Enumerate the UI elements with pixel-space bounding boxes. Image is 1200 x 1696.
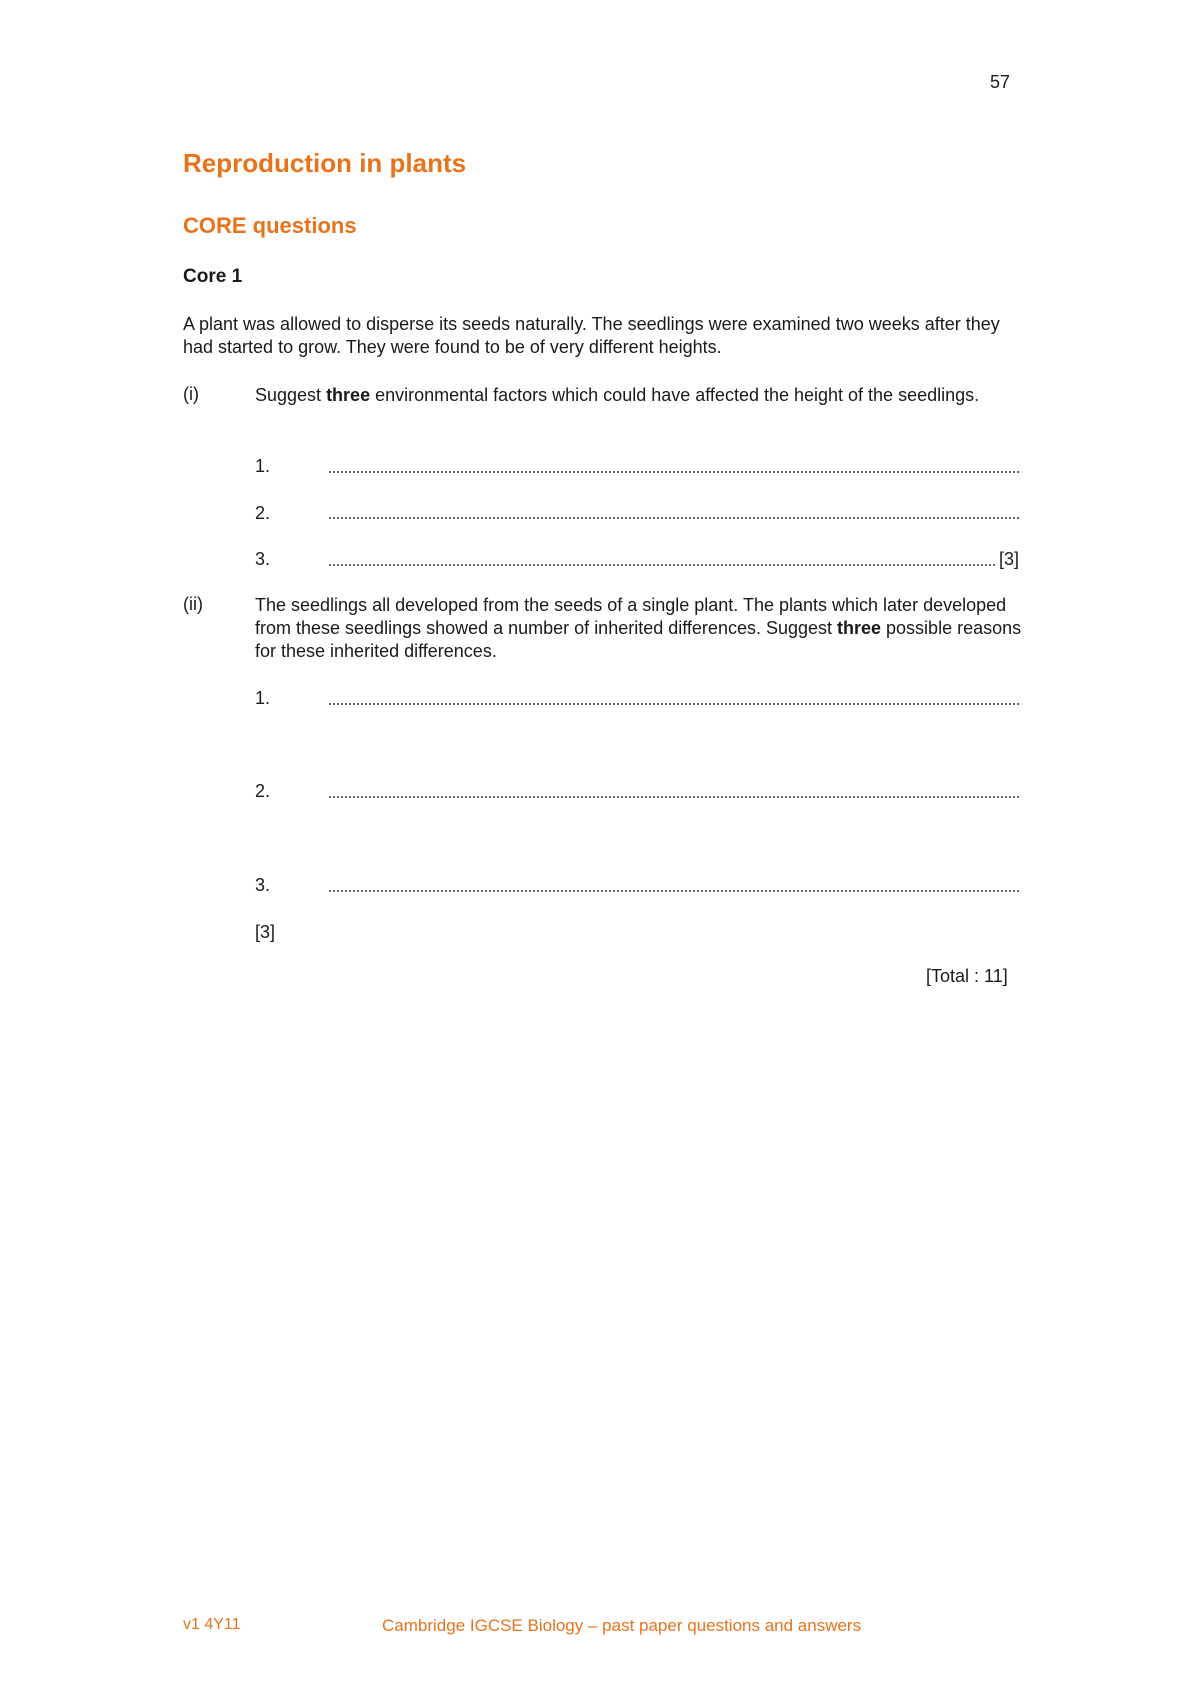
part-ii-label: (ii) [183,594,203,614]
part-ii-text-before: The seedlings all developed from the seeds of a single plant. The plants which later developed from these seedlings showed a number of inherited differences. Suggest [255,595,1007,638]
part-i-bold: three [326,385,371,405]
part-i-answer-line-2[interactable] [328,517,1020,519]
part-i-label: (i) [183,384,199,404]
part-ii-answer-number: 1. [255,688,271,708]
part-i-answer-line-1[interactable] [328,471,1020,473]
part-i-text-after: environmental factors which could have affected the height of the seedlings. [370,385,980,405]
footer-source: Cambridge IGCSE Biology – past paper questions and answers [382,1616,862,1635]
page-number: 57 [990,72,1011,92]
part-ii-bold: three [837,618,882,638]
footer-version: v1 4Y11 [183,1616,241,1633]
question-heading: Core 1 [183,266,243,287]
question-stem: A plant was allowed to disperse its seeds naturally. The seedlings were examined two weeks after they had started to grow. They were found to be of very different heights. [183,314,1000,357]
part-i-answer-number: 3. [255,549,271,569]
section-subtitle: CORE questions [183,213,357,238]
page-title: Reproduction in plants [183,148,467,178]
part-i-answer-number: 1. [255,456,271,476]
part-ii-answer-line-3[interactable] [328,890,1020,892]
part-ii-text [255,594,1035,663]
part-ii-answer-line-1[interactable] [328,703,1020,705]
part-ii-mark: [3] [255,922,276,942]
part-i-answer-line-3[interactable] [328,564,996,566]
part-i-answer-number: 2. [255,503,271,523]
part-i-text [255,384,1035,407]
part-ii-answer-number: 2. [255,781,271,801]
part-ii-text-after: possible reasons for these inherited differences. [255,618,1022,661]
total-marks: [Total : 11] [926,966,1008,986]
part-i-text-before: Suggest [255,385,327,405]
part-i-mark: [3] [999,549,1020,569]
part-ii-answer-number: 3. [255,875,271,895]
part-ii-answer-line-2[interactable] [328,796,1020,798]
